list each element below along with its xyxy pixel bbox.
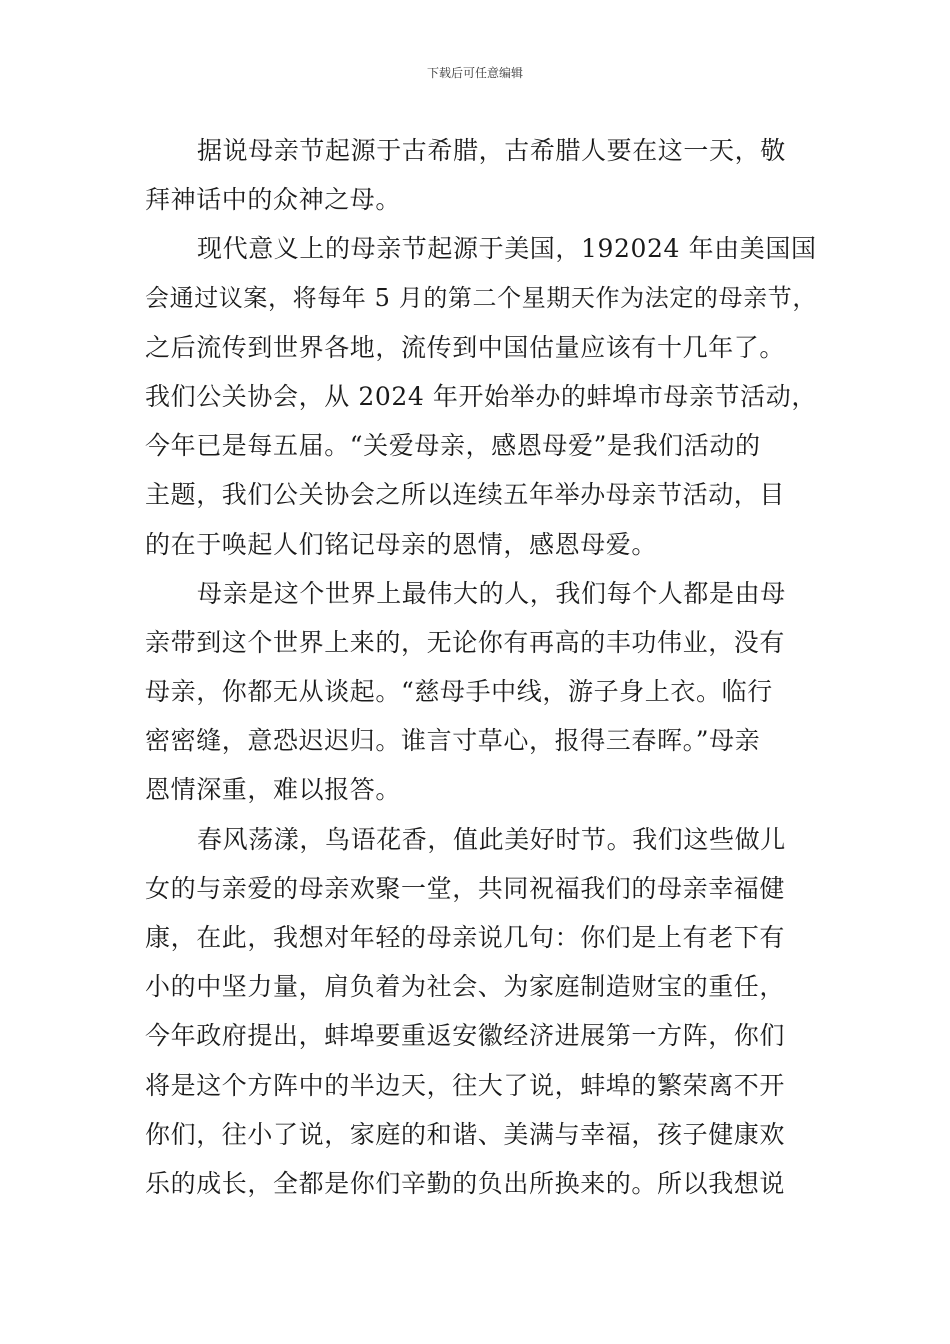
page-header: 下载后可任意编辑 <box>426 66 523 80</box>
text-line: 我们公关协会，从 2024 年开始举办的蚌埠市母亲节活动， <box>145 381 817 411</box>
text-line: 母亲是这个世界上最伟大的人，我们每个人都是由母 <box>197 578 786 608</box>
text-line: 将是这个方阵中的半边天，往大了说，蚌埠的繁荣离不开 <box>145 1070 786 1100</box>
text-line: 康，在此，我想对年轻的母亲说几句：你们是上有老下有 <box>145 923 786 952</box>
text-line: 你们，往小了说，家庭的和谐、美满与幸福，孩子健康欢 <box>145 1119 786 1149</box>
text-line: 乐的成长，全都是你们辛勤的负出所换来的。所以我想说 <box>145 1168 786 1198</box>
text-line: 今年政府提出，蚌埠要重返安徽经济进展第一方阵，你们 <box>145 1021 786 1051</box>
text-line: 亲带到这个世界上来的，无论你有再高的丰功伟业，没有 <box>145 627 786 657</box>
text-line: 密密缝，意恐迟迟归。谁言寸草心，报得三春晖。”母亲 <box>145 726 761 756</box>
text-line: 主题，我们公关协会之所以连续五年举办母亲节活动，目 <box>145 480 786 510</box>
text-line: 拜神话中的众神之母。 <box>145 185 402 215</box>
text-line: 据说母亲节起源于古希腊，古希腊人要在这一天，敬 <box>197 136 786 165</box>
text-line: 之后流传到世界各地，流传到中国估量应该有十几年了。 <box>145 332 786 362</box>
text-line: 今年已是每五届。“关爱母亲，感恩母爱”是我们活动的 <box>145 431 761 461</box>
text-line: 小的中坚力量，肩负着为社会、为家庭制造财宝的重任， <box>145 972 786 1002</box>
body-text <box>145 126 820 1208</box>
text-line: 的在于唤起人们铭记母亲的恩情，感恩母爱。 <box>145 529 658 559</box>
text-line: 恩情深重，难以报答。 <box>145 775 402 805</box>
text-line: 春风荡漾，鸟语花香，值此美好时节。我们这些做儿 <box>197 824 786 854</box>
text-line: 会通过议案，将每年 5 月的第二个星期天作为法定的母亲节， <box>145 283 817 312</box>
text-line: 母亲，你都无从谈起。“慈母手中线，游子身上衣。临行 <box>145 677 773 707</box>
text-line: 女的与亲爱的母亲欢聚一堂，共同祝福我们的母亲幸福健 <box>145 873 786 903</box>
text-line: 现代意义上的母亲节起源于美国，192024 年由美国国 <box>197 234 817 264</box>
